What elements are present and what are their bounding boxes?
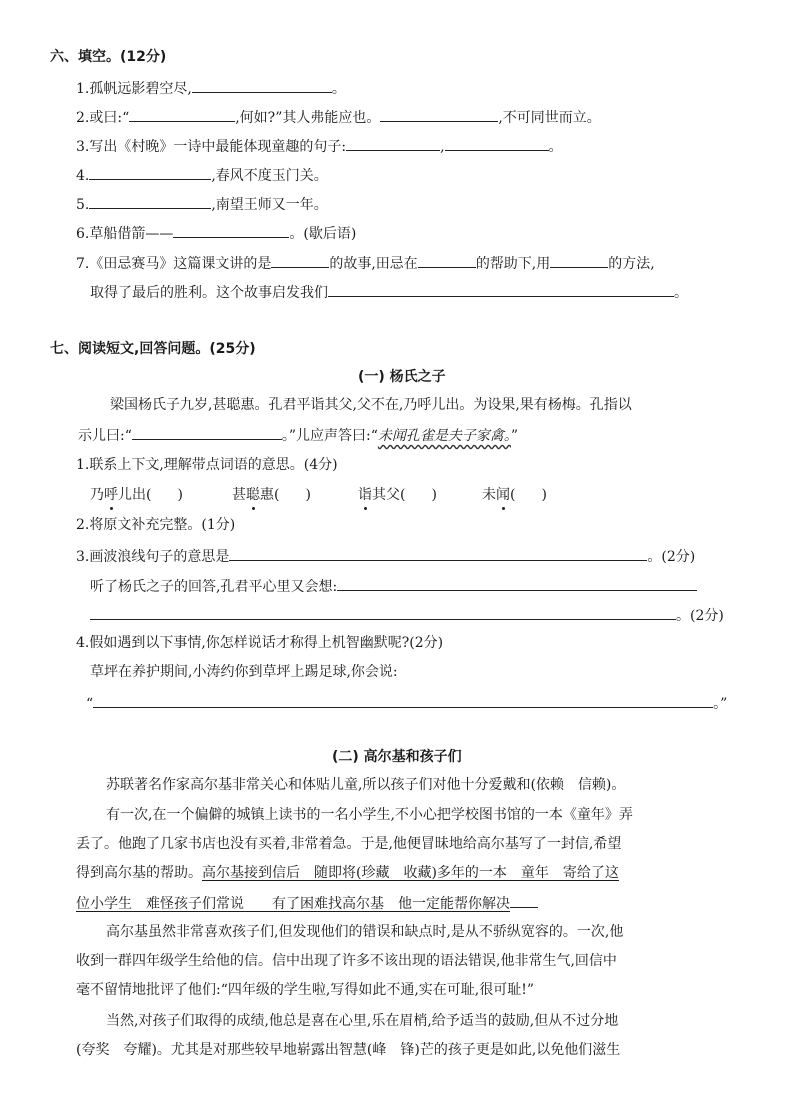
underline-tail: [510, 893, 538, 908]
fill-question-4: [76, 165, 328, 185]
passage-text: ”: [510, 428, 519, 444]
passage-2-line: [76, 893, 538, 913]
q2-end: ,不可同世而立。: [498, 110, 601, 126]
reading-question-3b: [90, 576, 697, 596]
word-part: 乃: [90, 487, 104, 503]
fill-question-5: [76, 194, 328, 214]
answer-blank[interactable]: [380, 107, 498, 122]
dotted-char: 闻: [496, 487, 510, 503]
q3-comma: ,: [440, 139, 445, 155]
fill-question-6: [76, 223, 356, 243]
answer-blank[interactable]: [550, 253, 608, 268]
q5-text: ,南望王师又一年。: [211, 197, 328, 213]
fill-question-3: [76, 136, 563, 156]
passage-2-title: (二) 高尔基和孩子们: [332, 749, 462, 765]
wavy-underlined-sentence: 未闻孔雀是夫子家禽。: [377, 428, 511, 444]
section-7-title: 七、阅读短文,回答问题。(25分): [50, 341, 256, 357]
fill-question-7-line2: [90, 282, 688, 302]
answer-blank[interactable]: [90, 605, 676, 620]
q7-end: 。: [674, 285, 688, 301]
answer-blank[interactable]: [346, 136, 440, 151]
q5-number: 5.: [76, 197, 90, 213]
q6-text: 6.草船借箭——: [76, 226, 174, 242]
answer-blank[interactable]: [271, 253, 329, 268]
dotted-char: 诣: [358, 487, 372, 503]
q2-text: 2.或曰:“: [76, 110, 130, 126]
q3-text: 3.写出《村晚》一诗中最能体现童趣的句子:: [76, 139, 347, 155]
section-6-title: 六、填空。(12分): [50, 49, 167, 65]
q1-text: 1.孤帆远影碧空尽,: [76, 81, 192, 97]
passage-2-line: 当然,对孩子们取得的成绩,他总是喜在心里,乐在眉梢,给予适当的鼓励,但从不过分地: [106, 1013, 619, 1029]
close-quote: 。”: [713, 696, 728, 712]
q7-text-d: 的方法,: [608, 256, 655, 272]
answer-blank[interactable]: [418, 253, 476, 268]
word-item-2: [232, 486, 311, 504]
answer-blank[interactable]: [192, 78, 332, 93]
q4-number: 4.: [76, 168, 90, 184]
q3-end: 。: [548, 139, 563, 155]
word-part: 惠(: [260, 487, 280, 503]
open-quote: “: [86, 696, 94, 712]
passage-text: 示儿曰:“: [78, 428, 132, 444]
reading-question-4-answer: [86, 693, 727, 713]
passage-2-line: 毫不留情地批评了他们:“四年级的学生啦,写得如此不通,实在可耻,很可耻!”: [76, 982, 535, 998]
fill-question-7: [76, 253, 655, 273]
answer-blank[interactable]: [89, 165, 211, 180]
word-part: 甚: [232, 487, 246, 503]
passage-1-line1: 梁国杨氏子九岁,甚聪惠。孔君平诣其父,父不在,乃呼儿出。为设果,果有杨梅。孔指以: [110, 397, 632, 413]
passage-1-line2: [78, 425, 518, 445]
word-part: 其父(: [372, 487, 406, 503]
answer-blank[interactable]: [93, 693, 713, 708]
answer-blank[interactable]: [173, 223, 289, 238]
q2-middle: ,何如?”其人弗能应也。: [235, 110, 381, 126]
q4-text: ,春风不度玉门关。: [211, 168, 328, 184]
q6-end: 。(歇后语): [289, 226, 357, 242]
answer-blank[interactable]: [89, 194, 211, 209]
fill-question-1: [76, 78, 346, 98]
passage-text: 得到高尔基的帮助。: [76, 865, 202, 881]
passage-2-line: 收到一群四年级学生给他的信。信中出现了许多不该出现的语法错误,他非常生气,回信中: [76, 953, 617, 969]
word-part: ): [541, 487, 547, 503]
q3-prompt: 3.画波浪线句子的意思是: [76, 549, 230, 565]
reading-question-3: [76, 546, 695, 566]
passage-2-line: 有一次,在一个偏僻的城镇上读书的一名小学生,不小心把学校图书馆的一本《童年》弄: [106, 807, 633, 823]
passage-2-line: [76, 864, 619, 882]
q7-text-b: 的故事,田忌在: [329, 256, 418, 272]
passage-2-line: (夸奖 夸耀)。尤其是对那些较早地崭露出智慧(峰 锋)芒的孩子更是如此,以免他们滋生: [76, 1042, 621, 1058]
q3b-score: 。(2分): [676, 608, 724, 624]
underlined-passage: 高尔基接到信后 随即将(珍藏 收藏)多年的一本 童年 寄给了这: [202, 865, 619, 881]
word-part: ): [305, 487, 311, 503]
passage-2-line: 高尔基虽然非常喜欢孩子们,但发现他们的错误和缺点时,是从不骄纵宽容的。一次,他: [106, 924, 624, 940]
q1-end: 。: [331, 81, 346, 97]
q7-text-a: 7.《田忌赛马》这篇课文讲的是: [76, 256, 272, 272]
reading-question-2: 2.将原文补充完整。(1分): [76, 517, 236, 533]
underlined-passage: 位小学生 难怪孩子们常说 有了困难找高尔基 他一定能帮你解决: [76, 896, 510, 912]
word-part: ): [177, 487, 183, 503]
word-part: ): [431, 487, 437, 503]
reading-question-1: 1.联系上下文,理解带点词语的意思。(4分): [76, 457, 338, 473]
word-item-4: [482, 486, 547, 504]
q3-score: 。(2分): [647, 549, 696, 565]
reading-question-3b-line2: [90, 605, 724, 625]
answer-blank[interactable]: [337, 576, 697, 591]
passage-1-title: (一) 杨氏之子: [358, 369, 446, 385]
answer-blank[interactable]: [328, 282, 674, 297]
word-item-1: [90, 486, 183, 504]
answer-blank[interactable]: [132, 425, 282, 440]
answer-blank[interactable]: [129, 107, 235, 122]
passage-2-line: 苏联著名作家高尔基非常关心和体贴儿童,所以孩子们对他十分爱戴和(依赖 信赖)。: [106, 777, 626, 793]
passage-2-line: 丢了。他跑了几家书店也没有买着,非常着急。于是,他便冒昧地给高尔基写了一封信,希望: [76, 836, 622, 852]
answer-blank[interactable]: [229, 546, 647, 561]
word-item-3: [358, 486, 437, 504]
q3b-prompt: 听了杨氏之子的回答,孔君平心里又会想:: [90, 579, 338, 595]
dotted-char: 聪: [246, 487, 260, 503]
reading-question-4: 4.假如遇到以下事情,你怎样说话才称得上机智幽默呢?(2分): [76, 635, 444, 651]
passage-text: 。”儿应声答曰:“: [281, 428, 378, 444]
word-part: 未: [482, 487, 496, 503]
fill-question-2: [76, 107, 601, 127]
word-part: (: [510, 487, 516, 503]
q7-text-c: 的帮助下,用: [475, 256, 551, 272]
q7-line2-text: 取得了最后的胜利。这个故事启发我们: [90, 285, 328, 301]
reading-question-4-scenario: 草坪在养护期间,小涛约你到草坪上踢足球,你会说:: [90, 664, 398, 680]
dotted-char: 呼: [104, 487, 118, 503]
word-part: 儿出(: [118, 487, 152, 503]
answer-blank[interactable]: [445, 136, 549, 151]
